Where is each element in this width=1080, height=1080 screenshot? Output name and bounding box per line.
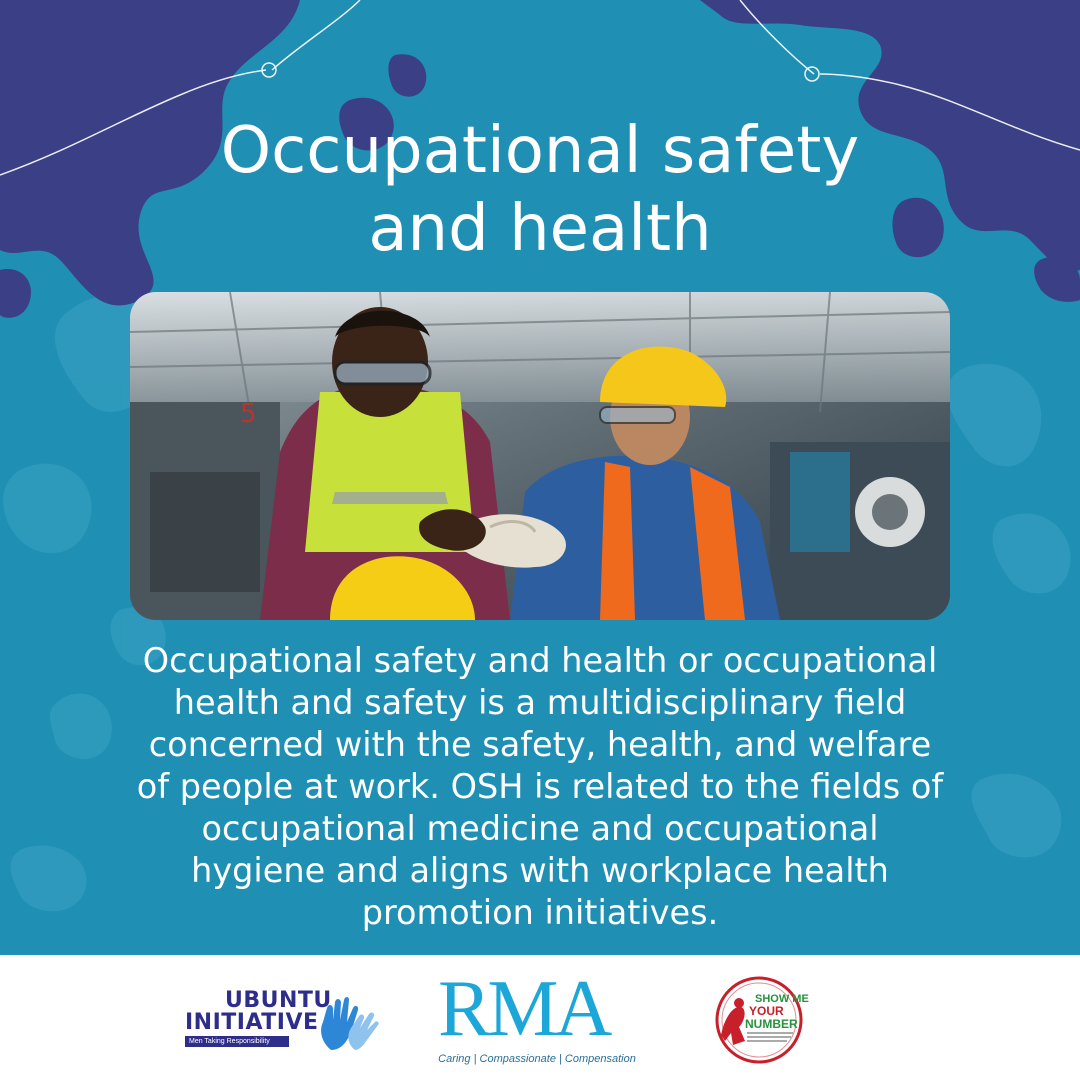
- description-line: Occupational safety and health or occupational: [142, 641, 938, 680]
- description-paragraph: [40, 640, 1040, 934]
- description-line: promotion initiatives.: [361, 893, 719, 932]
- smyn-line-3: NUMBER: [745, 1017, 798, 1031]
- svg-text:5: 5: [240, 399, 257, 429]
- rma-tagline: Caring | Compassionate | Compensation: [438, 1053, 636, 1065]
- description-line: of people at work. OSH is related to the fields of: [136, 767, 944, 806]
- description-line: concerned with the safety, health, and welfare: [148, 725, 932, 764]
- ubuntu-logo-word: UBUNTU: [225, 988, 332, 1013]
- smyn-fine-print-icon: [747, 1031, 795, 1045]
- description-line: occupational medicine and occupational: [201, 809, 879, 848]
- show-me-your-number-logo: [703, 975, 815, 1065]
- smyn-line-1: SHOW ME: [755, 993, 809, 1005]
- workers-photo: [130, 292, 950, 620]
- title-line-2: and health: [368, 192, 712, 266]
- smyn-line-2: YOUR: [749, 1004, 784, 1018]
- footer-logos-bar: [0, 955, 1080, 1080]
- rma-logo-word: RMA: [438, 965, 609, 1053]
- rma-logo: [424, 965, 650, 1070]
- title-line-1: Occupational safety: [220, 114, 860, 188]
- page-title: [0, 112, 1080, 268]
- initiative-logo-word: INITIATIVE: [185, 1010, 319, 1035]
- ubuntu-tagline: Men Taking Responsibility: [185, 1036, 289, 1047]
- description-line: hygiene and aligns with workplace health: [191, 851, 889, 890]
- description-line: health and safety is a multidisciplinary field: [173, 683, 907, 722]
- hands-icon: [317, 994, 379, 1052]
- ubuntu-initiative-logo: [185, 988, 385, 1050]
